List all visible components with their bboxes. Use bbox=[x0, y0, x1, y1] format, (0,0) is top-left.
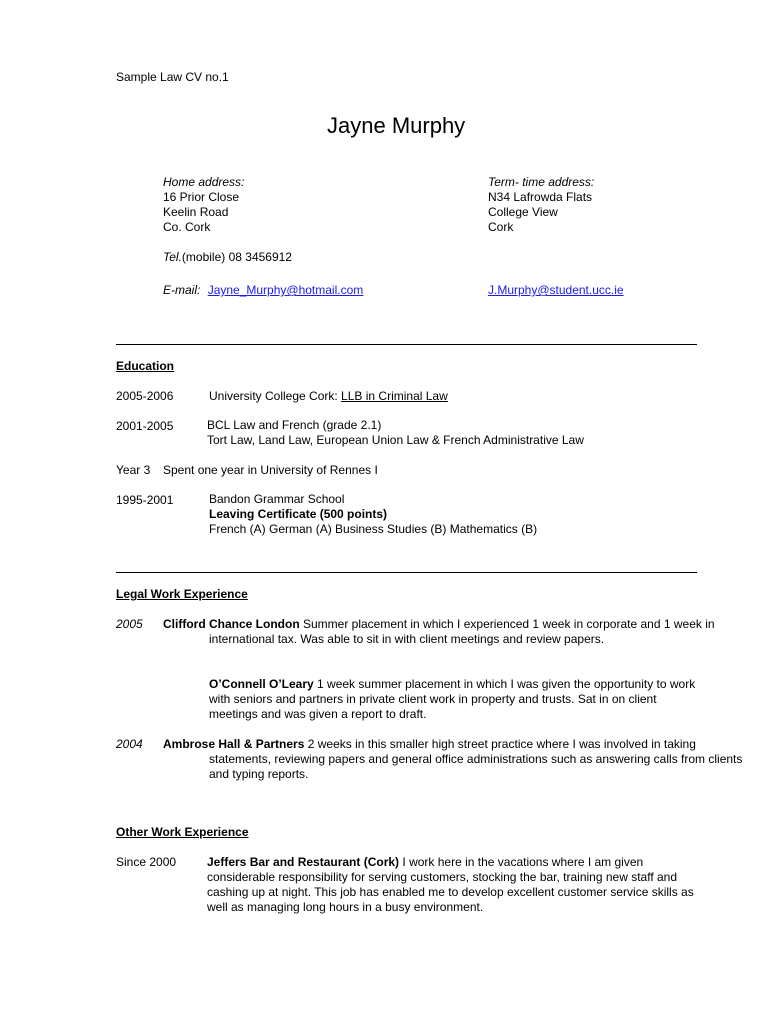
education-entry bbox=[209, 492, 537, 537]
legal-experience-firm: Ambrose Hall & Partners bbox=[163, 737, 305, 751]
education-entry bbox=[209, 389, 448, 403]
legal-experience-entry bbox=[163, 617, 744, 647]
education-period: 2001-2005 bbox=[116, 419, 174, 433]
education-institution: University College Cork: bbox=[209, 389, 342, 403]
legal-experience-year: 2005 bbox=[116, 617, 143, 631]
email-link-secondary[interactable]: J.Murphy@student.ucc.ie bbox=[488, 283, 624, 297]
email-link-primary[interactable]: Jayne_Murphy@hotmail.com bbox=[207, 283, 364, 297]
document-label: Sample Law CV no.1 bbox=[116, 70, 229, 84]
legal-experience-firm: O’Connell O’Leary bbox=[209, 677, 314, 691]
other-experience-heading: Other Work Experience bbox=[116, 825, 249, 839]
email-row bbox=[163, 283, 363, 298]
candidate-name: Jayne Murphy bbox=[327, 113, 466, 138]
education-period: 2005-2006 bbox=[116, 389, 174, 403]
education-school: Bandon Grammar School bbox=[209, 492, 345, 506]
divider bbox=[116, 572, 697, 573]
education-entry bbox=[207, 418, 584, 448]
other-experience-description: I work here in the vacations where I am given considerable responsibility for serving customers, stocking the bar, training new staff and cashing up at night. This job has enabled me to develop excellent customer service skills as well as managing long hours in a busy environment. bbox=[207, 855, 694, 914]
education-subjects: French (A) German (A) Business Studies (B) Mathematics (B) bbox=[209, 522, 538, 536]
home-address-line: Co. Cork bbox=[163, 220, 211, 234]
telephone-label: Tel. bbox=[163, 250, 182, 264]
legal-experience-description: 1 week summer placement in which I was given the opportunity to work with seniors and partners in private client work in property and trusts. Sat in on client meetings and was given a report to draft. bbox=[209, 677, 696, 721]
email-label: E-mail: bbox=[163, 283, 201, 297]
legal-experience-entry bbox=[209, 677, 698, 722]
education-period: Year 3 bbox=[116, 463, 151, 477]
divider bbox=[116, 344, 697, 345]
education-degree: LLB in Criminal Law bbox=[341, 389, 448, 403]
legal-experience-description: 2 weeks in this smaller high street practice where I was involved in taking statements, reviewing papers and general office administrations such as answering calls from clients and typing reports. bbox=[209, 737, 743, 781]
education-heading: Education bbox=[116, 359, 175, 373]
education-period: 1995-2001 bbox=[116, 493, 174, 507]
education-certificate: Leaving Certificate (500 points) bbox=[209, 507, 388, 521]
other-experience-employer: Jeffers Bar and Restaurant (Cork) bbox=[207, 855, 400, 869]
home-address bbox=[163, 175, 244, 235]
legal-experience-heading: Legal Work Experience bbox=[116, 587, 248, 601]
term-address-line: College View bbox=[488, 205, 558, 219]
term-address-line: N34 Lafrowda Flats bbox=[488, 190, 593, 204]
term-address bbox=[488, 175, 594, 235]
home-address-line: 16 Prior Close bbox=[163, 190, 240, 204]
other-experience-period: Since 2000 bbox=[116, 855, 177, 869]
education-entry: Spent one year in University of Rennes I bbox=[163, 463, 378, 477]
telephone-value: (mobile) 08 3456912 bbox=[181, 250, 292, 264]
legal-experience-year: 2004 bbox=[116, 737, 143, 751]
home-address-line: Keelin Road bbox=[163, 205, 229, 219]
legal-experience-description: Summer placement in which I experienced 1 week in corporate and 1 week in international tax. Was able to sit in with client meetings and review papers. bbox=[209, 617, 715, 646]
other-experience-entry bbox=[207, 855, 698, 915]
legal-experience-firm: Clifford Chance London bbox=[163, 617, 300, 631]
education-modules: Tort Law, Land Law, European Union Law & French Administrative Law bbox=[207, 433, 584, 447]
term-address-line: Cork bbox=[488, 220, 514, 234]
legal-experience-entry bbox=[163, 737, 744, 782]
education-degree: BCL Law and French (grade 2.1) bbox=[207, 418, 382, 432]
term-address-label: Term- time address: bbox=[488, 175, 595, 189]
home-address-label: Home address: bbox=[163, 175, 245, 189]
telephone bbox=[163, 250, 292, 265]
